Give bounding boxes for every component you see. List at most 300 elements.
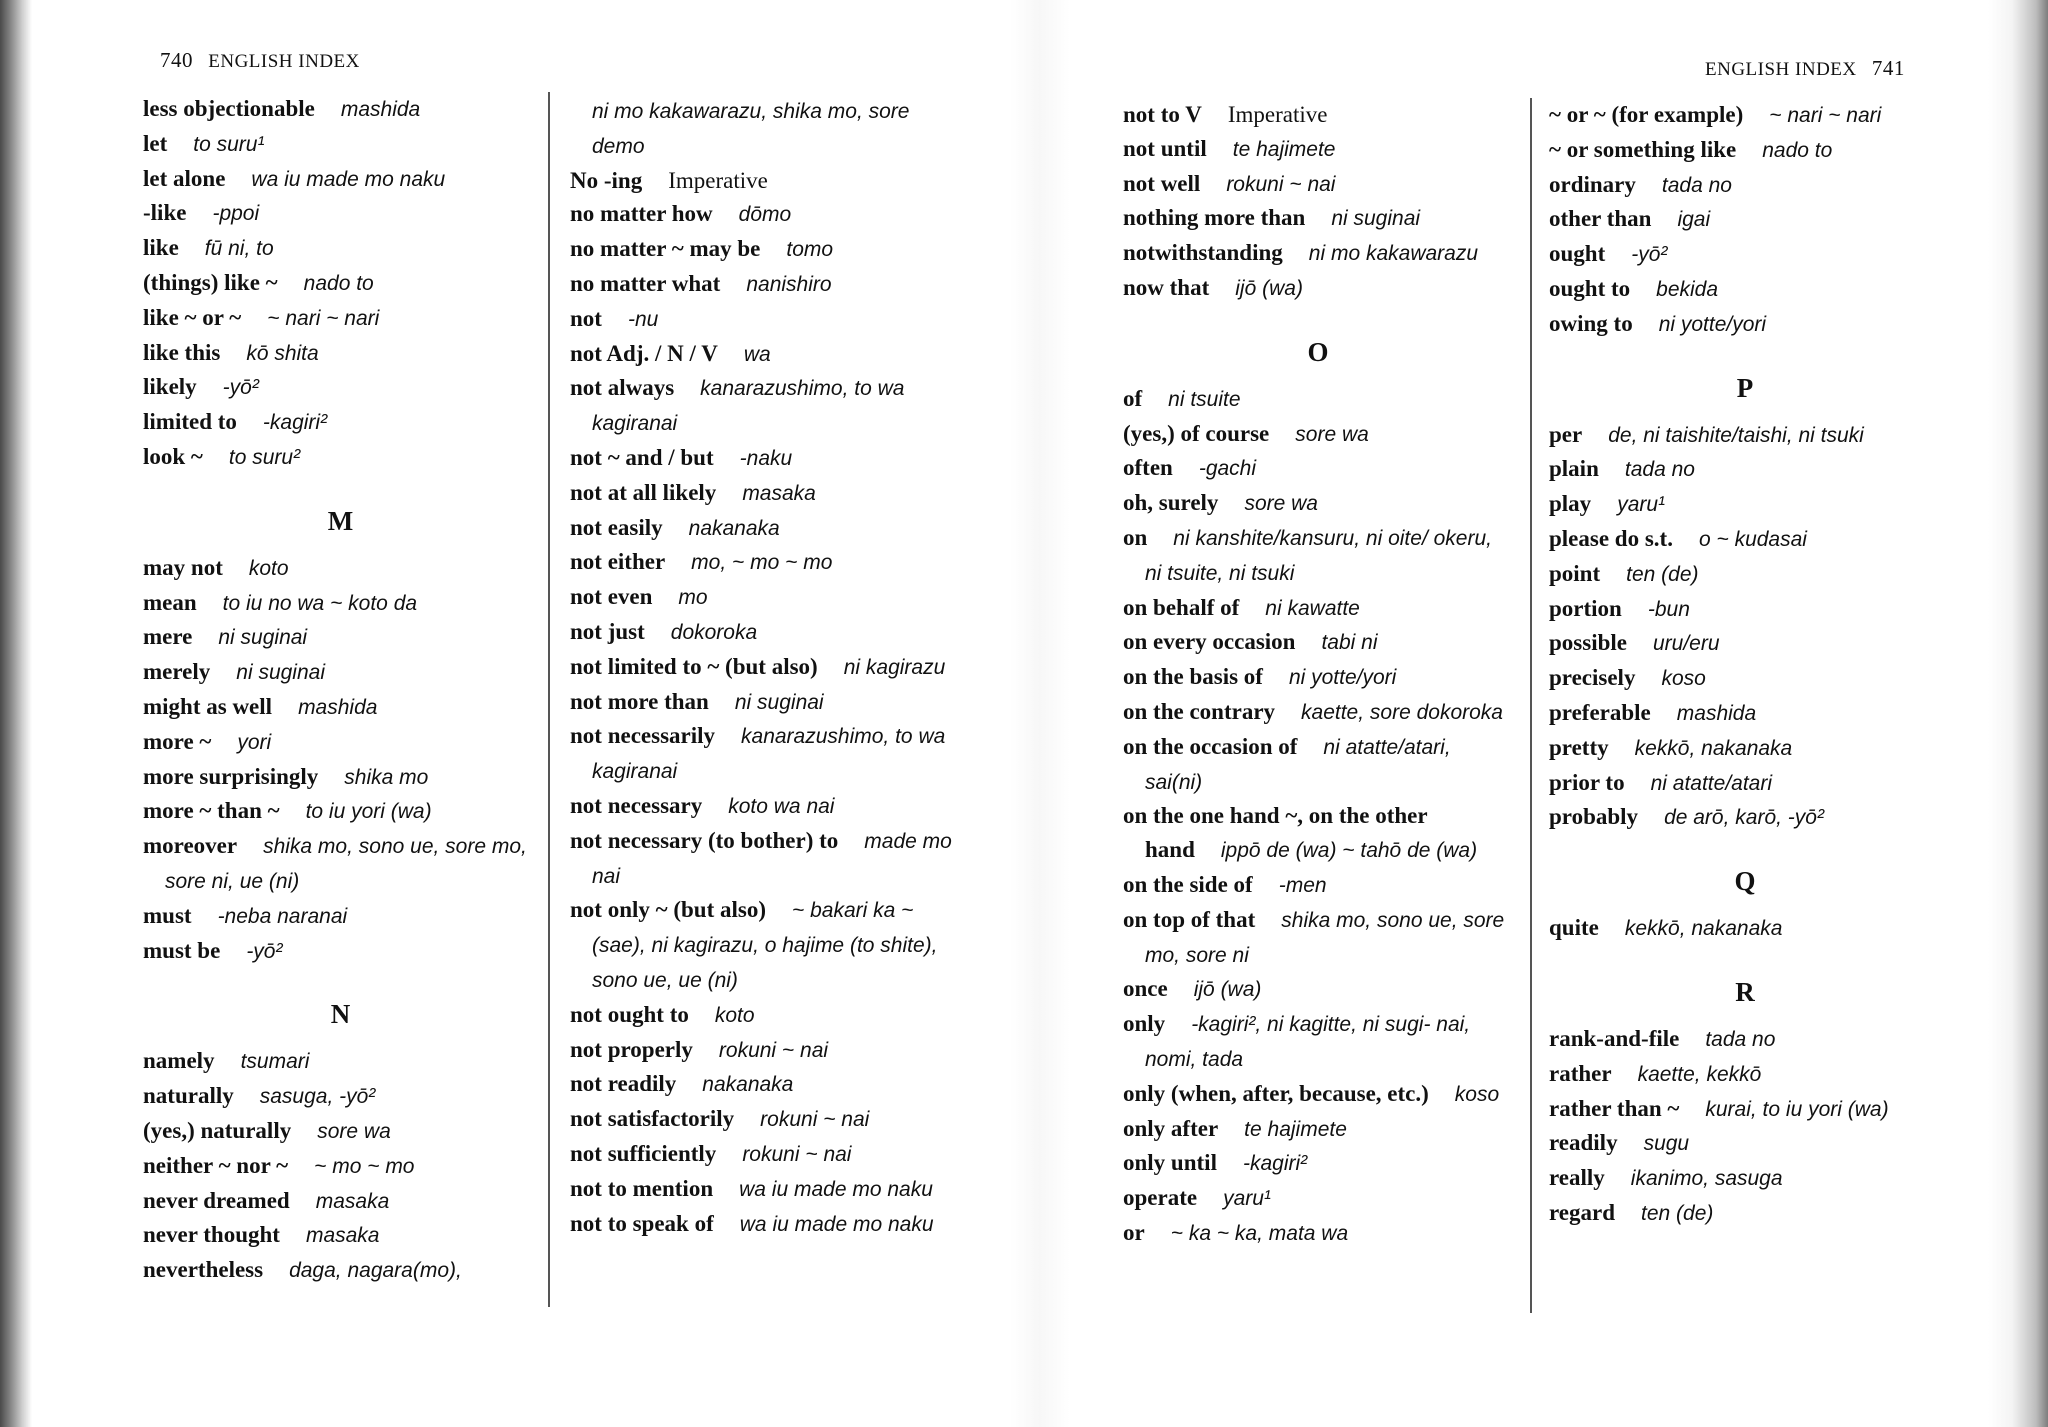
entry-term: might as well bbox=[143, 693, 273, 719]
entry-term: let bbox=[143, 130, 168, 156]
entry-term: ordinary bbox=[1549, 171, 1636, 197]
index-entry bbox=[143, 620, 538, 655]
index-entry bbox=[1123, 625, 1513, 660]
entry-term: -like bbox=[143, 200, 187, 226]
index-entry bbox=[143, 92, 538, 127]
index-entry bbox=[143, 440, 538, 475]
entry-japanese: -ppoi bbox=[212, 202, 260, 226]
entry-japanese: -kagiri² bbox=[262, 411, 328, 435]
index-entry bbox=[143, 127, 538, 162]
index-entry bbox=[1549, 800, 1941, 835]
entry-japanese: nakanaka bbox=[688, 516, 780, 540]
entry-term: oh, surely bbox=[1123, 490, 1219, 516]
entry-japanese: -kagiri², ni kagitte, ni sugi- nai, nomi, tada bbox=[1145, 1013, 1471, 1071]
index-entry bbox=[143, 829, 538, 899]
entry-term: on bbox=[1123, 524, 1148, 550]
entry-term: not until bbox=[1123, 135, 1207, 161]
entry-japanese: koto bbox=[714, 1003, 755, 1027]
index-entry bbox=[143, 725, 538, 760]
index-entry bbox=[1549, 911, 1941, 946]
index-entry bbox=[1123, 236, 1513, 271]
entry-japanese: dokoroka bbox=[670, 620, 758, 644]
entry-japanese: ikanimo, sasuga bbox=[1630, 1167, 1783, 1191]
index-entry bbox=[143, 1149, 538, 1184]
index-entry bbox=[143, 794, 538, 829]
entry-term: like ~ or ~ bbox=[143, 304, 242, 330]
entry-japanese: fū ni, to bbox=[204, 237, 274, 261]
letter-heading: O bbox=[1307, 336, 1329, 367]
entry-japanese: sore wa bbox=[317, 1119, 391, 1143]
entry-japanese: -yō² bbox=[246, 939, 283, 963]
entry-term: merely bbox=[143, 659, 211, 685]
entry-term: moreover bbox=[143, 833, 238, 859]
index-entry bbox=[143, 1184, 538, 1219]
entry-term: may not bbox=[143, 554, 223, 580]
index-entry bbox=[1123, 1077, 1513, 1112]
index-entry bbox=[570, 337, 962, 372]
left-page-number: 740 bbox=[160, 48, 193, 72]
right-page-title: ENGLISH INDEX bbox=[1705, 59, 1857, 80]
index-entry bbox=[143, 586, 538, 621]
entry-japanese: mashida bbox=[298, 695, 378, 719]
entry-term: ought bbox=[1549, 241, 1606, 267]
entry-term: not to mention bbox=[570, 1175, 714, 1201]
entry-japanese: te hajimete bbox=[1244, 1117, 1347, 1141]
entry-japanese: -nu bbox=[627, 307, 659, 331]
entry-term: on the basis of bbox=[1123, 664, 1263, 690]
index-entry bbox=[570, 371, 962, 441]
entry-term: neither ~ nor ~ bbox=[143, 1152, 289, 1178]
entry-term: plain bbox=[1549, 456, 1599, 482]
index-entry bbox=[570, 1137, 962, 1172]
letter-heading: N bbox=[330, 999, 351, 1030]
entry-term: never thought bbox=[143, 1222, 280, 1248]
entry-term: limited to bbox=[143, 409, 237, 435]
entry-term: play bbox=[1549, 491, 1592, 517]
left-page-header bbox=[150, 48, 360, 73]
index-entry bbox=[1549, 168, 1941, 203]
entry-japanese: -bun bbox=[1647, 597, 1690, 621]
entry-japanese: tada no bbox=[1705, 1027, 1776, 1051]
entry-japanese: to suru¹ bbox=[193, 132, 265, 156]
entry-japanese: ni tsuite bbox=[1168, 387, 1241, 411]
entry-term: not limited to ~ (but also) bbox=[570, 653, 818, 679]
entry-term: not to V bbox=[1123, 102, 1202, 127]
entry-japanese: rokuni ~ nai bbox=[718, 1038, 829, 1062]
entry-japanese: ten (de) bbox=[1626, 562, 1699, 586]
index-entry bbox=[570, 94, 962, 164]
entry-japanese: masaka bbox=[742, 481, 816, 505]
entry-japanese: koto wa nai bbox=[728, 794, 835, 818]
index-entry bbox=[1123, 730, 1513, 800]
entry-japanese: koto bbox=[248, 556, 289, 580]
entry-term: notwithstanding bbox=[1123, 240, 1283, 266]
entry-japanese: kekkō, nakanaka bbox=[1624, 917, 1783, 941]
index-entry bbox=[570, 302, 962, 337]
entry-term: must be bbox=[143, 937, 221, 963]
index-entry bbox=[570, 1067, 962, 1102]
entry-term: not ought to bbox=[570, 1001, 689, 1027]
entry-japanese: de arō, karō, -yō² bbox=[1664, 806, 1824, 830]
entry-term: namely bbox=[143, 1048, 215, 1074]
entry-term: prior to bbox=[1549, 769, 1625, 795]
right-page-number: 741 bbox=[1871, 56, 1905, 80]
index-entry bbox=[1549, 272, 1941, 307]
index-entry bbox=[1123, 972, 1513, 1007]
letter-heading: R bbox=[1735, 976, 1755, 1007]
entry-term: No -ing bbox=[570, 167, 643, 193]
index-entry bbox=[143, 551, 538, 586]
entry-japanese: tomo bbox=[786, 238, 834, 262]
entry-japanese: mo bbox=[678, 586, 708, 610]
index-entry bbox=[143, 1044, 538, 1079]
entry-japanese: tsumari bbox=[240, 1050, 310, 1074]
entry-japanese: ni kawatte bbox=[1265, 596, 1360, 620]
entry-term: rather than ~ bbox=[1549, 1095, 1680, 1121]
entry-term: nothing more than bbox=[1123, 205, 1306, 231]
page-gutter bbox=[1010, 0, 1070, 1427]
entry-term: (yes,) of course bbox=[1123, 420, 1270, 446]
entry-term: not either bbox=[570, 549, 666, 575]
entry-japanese: to suru² bbox=[228, 445, 301, 469]
index-entry bbox=[1123, 486, 1513, 521]
index-entry bbox=[1549, 202, 1941, 237]
entry-term: readily bbox=[1549, 1130, 1618, 1156]
index-entry bbox=[1549, 418, 1941, 453]
entry-term: operate bbox=[1123, 1185, 1198, 1211]
index-entry bbox=[570, 1102, 962, 1137]
entry-term: not just bbox=[570, 618, 645, 644]
index-entry bbox=[1549, 1196, 1941, 1231]
right-page-header bbox=[1705, 56, 1915, 81]
index-entry bbox=[1123, 1112, 1513, 1147]
entry-japanese: ni atatte/atari, sai(ni) bbox=[1145, 735, 1451, 794]
entry-term: likely bbox=[143, 374, 197, 400]
index-entry bbox=[1549, 661, 1941, 696]
index-entry bbox=[1123, 799, 1513, 868]
index-entry bbox=[1549, 522, 1941, 557]
index-entry bbox=[1549, 98, 1941, 133]
entry-term: not Adj. / N / V bbox=[570, 340, 718, 366]
entry-term: (yes,) naturally bbox=[143, 1117, 292, 1143]
entry-term: ~ or something like bbox=[1549, 136, 1737, 162]
entry-term: more surprisingly bbox=[143, 763, 319, 789]
entry-term: not necessary bbox=[570, 792, 703, 818]
index-entry bbox=[1549, 626, 1941, 661]
entry-term: ought to bbox=[1549, 275, 1631, 301]
index-entry bbox=[1123, 868, 1513, 903]
index-column-2 bbox=[570, 94, 962, 1241]
entry-term: on the contrary bbox=[1123, 698, 1276, 724]
index-entry bbox=[1123, 451, 1513, 486]
entry-term: other than bbox=[1549, 206, 1652, 232]
entry-japanese: ni yotte/yori bbox=[1288, 666, 1397, 690]
entry-japanese: kanarazushimo, to wa kagiranai bbox=[592, 725, 946, 784]
entry-japanese: -kagiri² bbox=[1242, 1152, 1308, 1176]
entry-term: not bbox=[570, 305, 602, 331]
entry-term: must bbox=[143, 902, 192, 928]
index-entry bbox=[570, 685, 962, 720]
entry-term: less objectionable bbox=[143, 96, 315, 121]
index-entry bbox=[570, 267, 962, 302]
index-entry bbox=[570, 476, 962, 511]
index-entry bbox=[1549, 237, 1941, 272]
entry-japanese: igai bbox=[1677, 208, 1711, 232]
entry-japanese: mashida bbox=[340, 98, 421, 121]
index-entry bbox=[1549, 731, 1941, 766]
entry-japanese: ijō (wa) bbox=[1193, 978, 1262, 1002]
entry-japanese: sore wa bbox=[1244, 492, 1318, 516]
entry-term: rather bbox=[1549, 1060, 1612, 1086]
entry-term: on every occasion bbox=[1123, 629, 1296, 655]
entry-term: more ~ than ~ bbox=[143, 798, 280, 824]
entry-japanese: sore wa bbox=[1295, 422, 1369, 446]
entry-term: more ~ bbox=[143, 728, 212, 754]
index-entry bbox=[1123, 98, 1513, 132]
entry-japanese: o ~ kudasai bbox=[1698, 527, 1807, 551]
entry-japanese: -yō² bbox=[1631, 243, 1668, 267]
entry-term: not at all likely bbox=[570, 479, 717, 505]
entry-term: probably bbox=[1549, 804, 1639, 830]
entry-japanese: koso bbox=[1454, 1082, 1500, 1106]
entry-japanese: ijō (wa) bbox=[1235, 276, 1303, 300]
entry-japanese: nado to bbox=[1762, 138, 1833, 162]
index-entry bbox=[1549, 1126, 1941, 1161]
index-entry bbox=[570, 1033, 962, 1068]
entry-term: no matter ~ may be bbox=[570, 236, 761, 262]
index-entry bbox=[143, 405, 538, 440]
entry-japanese: ippō de (wa) ~ tahō de (wa) bbox=[1220, 839, 1478, 863]
index-entry bbox=[1549, 487, 1941, 522]
entry-japanese: mo, ~ mo ~ mo bbox=[691, 551, 833, 575]
book-edge-right bbox=[1988, 0, 2048, 1427]
entry-japanese: sugu bbox=[1643, 1132, 1690, 1156]
entry-term: naturally bbox=[143, 1083, 234, 1109]
index-entry bbox=[143, 760, 538, 795]
index-entry bbox=[143, 934, 538, 969]
index-entry bbox=[570, 1207, 962, 1242]
index-entry bbox=[143, 690, 538, 725]
entry-japanese: rokuni ~ nai bbox=[742, 1142, 852, 1166]
index-entry bbox=[570, 719, 962, 789]
entry-japanese: ni mo kakawarazu bbox=[1308, 242, 1479, 266]
entry-japanese: yaru¹ bbox=[1223, 1187, 1271, 1211]
entry-term: not properly bbox=[570, 1036, 693, 1062]
index-entry bbox=[1123, 1146, 1513, 1181]
entry-term: please do s.t. bbox=[1549, 525, 1673, 551]
entry-japanese: rokuni ~ nai bbox=[760, 1108, 870, 1132]
entry-japanese: ni kanshite/kansuru, ni oite/ okeru, ni tsuite, ni tsuki bbox=[1145, 526, 1492, 585]
index-entry bbox=[143, 1114, 538, 1149]
entry-japanese: ni yotte/yori bbox=[1658, 312, 1767, 336]
entry-japanese: made mo nai bbox=[592, 829, 952, 888]
entry-term: now that bbox=[1123, 274, 1210, 300]
entry-japanese: ni suginai bbox=[218, 626, 308, 650]
entry-term: rank-and-file bbox=[1549, 1025, 1680, 1051]
entry-term: only until bbox=[1123, 1150, 1217, 1176]
entry-term: or bbox=[1123, 1219, 1145, 1245]
entry-term: ~ or ~ (for example) bbox=[1549, 102, 1744, 127]
entry-term: quite bbox=[1549, 915, 1599, 941]
entry-japanese: Imperative bbox=[668, 167, 768, 193]
entry-japanese: koso bbox=[1661, 667, 1706, 691]
index-entry bbox=[143, 899, 538, 934]
entry-term: on behalf of bbox=[1123, 594, 1240, 620]
index-entry bbox=[570, 1172, 962, 1207]
index-entry bbox=[570, 164, 962, 198]
index-column-1 bbox=[143, 92, 538, 1288]
entry-term: point bbox=[1549, 560, 1601, 586]
entry-japanese: ~ nari ~ nari bbox=[1769, 104, 1882, 127]
index-entry bbox=[1549, 1022, 1941, 1057]
index-entry bbox=[143, 336, 538, 371]
index-entry bbox=[1123, 1216, 1513, 1251]
index-entry bbox=[1123, 1007, 1513, 1077]
index-entry bbox=[143, 231, 538, 266]
entry-term: (things) like ~ bbox=[143, 269, 278, 295]
entry-japanese: -gachi bbox=[1198, 457, 1257, 481]
entry-term: not necessary (to bother) to bbox=[570, 827, 839, 853]
entry-term: no matter what bbox=[570, 270, 721, 296]
entry-term: per bbox=[1549, 421, 1583, 447]
entry-term: only bbox=[1123, 1011, 1166, 1037]
letter-heading: M bbox=[327, 505, 354, 536]
index-entry bbox=[143, 1079, 538, 1114]
entry-japanese: to iu yori (wa) bbox=[305, 800, 432, 824]
index-entry bbox=[1123, 382, 1513, 417]
index-entry bbox=[1549, 307, 1941, 342]
entry-term: not easily bbox=[570, 514, 663, 540]
entry-japanese: kaette, sore dokoroka bbox=[1301, 700, 1503, 724]
index-entry bbox=[570, 511, 962, 546]
entry-term: no matter how bbox=[570, 201, 713, 227]
letter-heading: Q bbox=[1734, 866, 1756, 897]
entry-japanese: ~ ka ~ ka, mata wa bbox=[1170, 1221, 1349, 1245]
entry-japanese: shika mo, sono ue, sore mo, sore ni bbox=[1145, 908, 1505, 967]
entry-japanese: kō shita bbox=[246, 341, 319, 365]
index-entry bbox=[143, 266, 538, 301]
index-entry bbox=[143, 1218, 538, 1253]
index-entry bbox=[570, 824, 962, 894]
entry-term: never dreamed bbox=[143, 1187, 290, 1213]
column-divider-left bbox=[548, 92, 550, 1307]
entry-japanese: rokuni ~ nai bbox=[1226, 172, 1336, 196]
entry-term: not more than bbox=[570, 688, 709, 714]
index-entry bbox=[1123, 695, 1513, 730]
index-entry bbox=[143, 301, 538, 336]
entry-term: on the side of bbox=[1123, 871, 1253, 897]
index-entry bbox=[1549, 592, 1941, 627]
index-entry bbox=[1549, 1057, 1941, 1092]
entry-term: not even bbox=[570, 584, 653, 610]
entry-japanese: ni suginai bbox=[236, 661, 325, 685]
entry-japanese: wa iu made mo naku bbox=[251, 167, 446, 191]
entry-japanese: uru/eru bbox=[1652, 632, 1720, 656]
entry-japanese: masaka bbox=[305, 1224, 380, 1248]
index-entry bbox=[143, 1253, 538, 1288]
entry-term: not to speak of bbox=[570, 1210, 714, 1236]
entry-japanese: -naku bbox=[739, 446, 793, 470]
column-divider-right bbox=[1530, 98, 1532, 1313]
entry-term: mere bbox=[143, 624, 193, 650]
entry-japanese: kanarazushimo, to wa kagiranai bbox=[592, 377, 905, 436]
entry-term: nevertheless bbox=[143, 1257, 264, 1283]
entry-japanese: shika mo, sono ue, sore mo, sore ni, ue (ni) bbox=[165, 835, 527, 893]
index-entry bbox=[143, 162, 538, 197]
index-entry bbox=[1123, 201, 1513, 236]
entry-japanese: yaru¹ bbox=[1617, 493, 1666, 517]
entry-japanese: de, ni taishite/taishi, ni tsuki bbox=[1608, 423, 1864, 447]
entry-term: portion bbox=[1549, 595, 1622, 621]
index-entry bbox=[570, 197, 962, 232]
entry-term: not always bbox=[570, 375, 675, 401]
entry-japanese: ni atatte/atari bbox=[1650, 771, 1772, 795]
entry-japanese: ~ bakari ka ~ (sae), ni kagirazu, o hajime (to shite), sono ue, ue (ni) bbox=[592, 899, 938, 992]
entry-japanese: shika mo bbox=[344, 765, 429, 789]
index-entry bbox=[570, 789, 962, 824]
index-entry bbox=[570, 998, 962, 1033]
index-entry bbox=[1123, 660, 1513, 695]
entry-term: possible bbox=[1549, 630, 1627, 656]
entry-term: precisely bbox=[1549, 665, 1636, 691]
entry-japanese: kaette, kekkō bbox=[1637, 1062, 1762, 1086]
entry-japanese: -yō² bbox=[222, 376, 259, 400]
entry-term: mean bbox=[143, 589, 197, 615]
entry-japanese: wa bbox=[743, 342, 771, 366]
index-entry bbox=[1123, 417, 1513, 452]
entry-term: only (when, after, because, etc.) bbox=[1123, 1080, 1429, 1106]
entry-term: not sufficiently bbox=[570, 1140, 717, 1166]
entry-japanese: kurai, to iu yori (wa) bbox=[1705, 1097, 1889, 1121]
entry-japanese: Imperative bbox=[1227, 102, 1328, 127]
entry-japanese: mashida bbox=[1676, 701, 1757, 725]
entry-japanese: ni mo kakawarazu, shika mo, sore demo bbox=[592, 100, 910, 158]
entry-japanese: nanishiro bbox=[746, 272, 832, 296]
entry-japanese: ~ nari ~ nari bbox=[267, 306, 380, 330]
entry-japanese: ni suginai bbox=[1331, 207, 1421, 231]
index-entry bbox=[1549, 452, 1941, 487]
entry-japanese: tada no bbox=[1661, 173, 1732, 197]
entry-term: not ~ and / but bbox=[570, 444, 714, 470]
entry-term: on top of that bbox=[1123, 906, 1256, 932]
entry-japanese: daga, nagara(mo), bbox=[289, 1259, 462, 1283]
entry-japanese: ~ mo ~ mo bbox=[314, 1154, 415, 1178]
index-entry bbox=[1123, 1181, 1513, 1216]
book-spine-left bbox=[0, 0, 32, 1427]
entry-term: let alone bbox=[143, 165, 226, 191]
entry-japanese: wa iu made mo naku bbox=[739, 1212, 934, 1236]
entry-japanese: ni kagirazu bbox=[843, 655, 946, 679]
entry-term: not necessarily bbox=[570, 723, 716, 749]
index-entry bbox=[1549, 696, 1941, 731]
entry-japanese: tada no bbox=[1624, 458, 1695, 482]
entry-term: often bbox=[1123, 455, 1173, 481]
entry-term: not well bbox=[1123, 170, 1201, 196]
entry-japanese: -neba naranai bbox=[217, 904, 348, 928]
index-entry bbox=[570, 893, 962, 997]
index-entry bbox=[1549, 766, 1941, 801]
entry-japanese: masaka bbox=[315, 1189, 390, 1213]
index-entry bbox=[1123, 903, 1513, 973]
entry-term: not satisfactorily bbox=[570, 1106, 735, 1132]
index-entry bbox=[1123, 167, 1513, 202]
index-column-4 bbox=[1549, 98, 1941, 1231]
index-entry bbox=[1123, 591, 1513, 626]
entry-term: preferable bbox=[1549, 699, 1651, 725]
entry-japanese: wa iu made mo naku bbox=[739, 1177, 933, 1201]
entry-term: not readily bbox=[570, 1071, 677, 1097]
index-entry bbox=[570, 232, 962, 267]
